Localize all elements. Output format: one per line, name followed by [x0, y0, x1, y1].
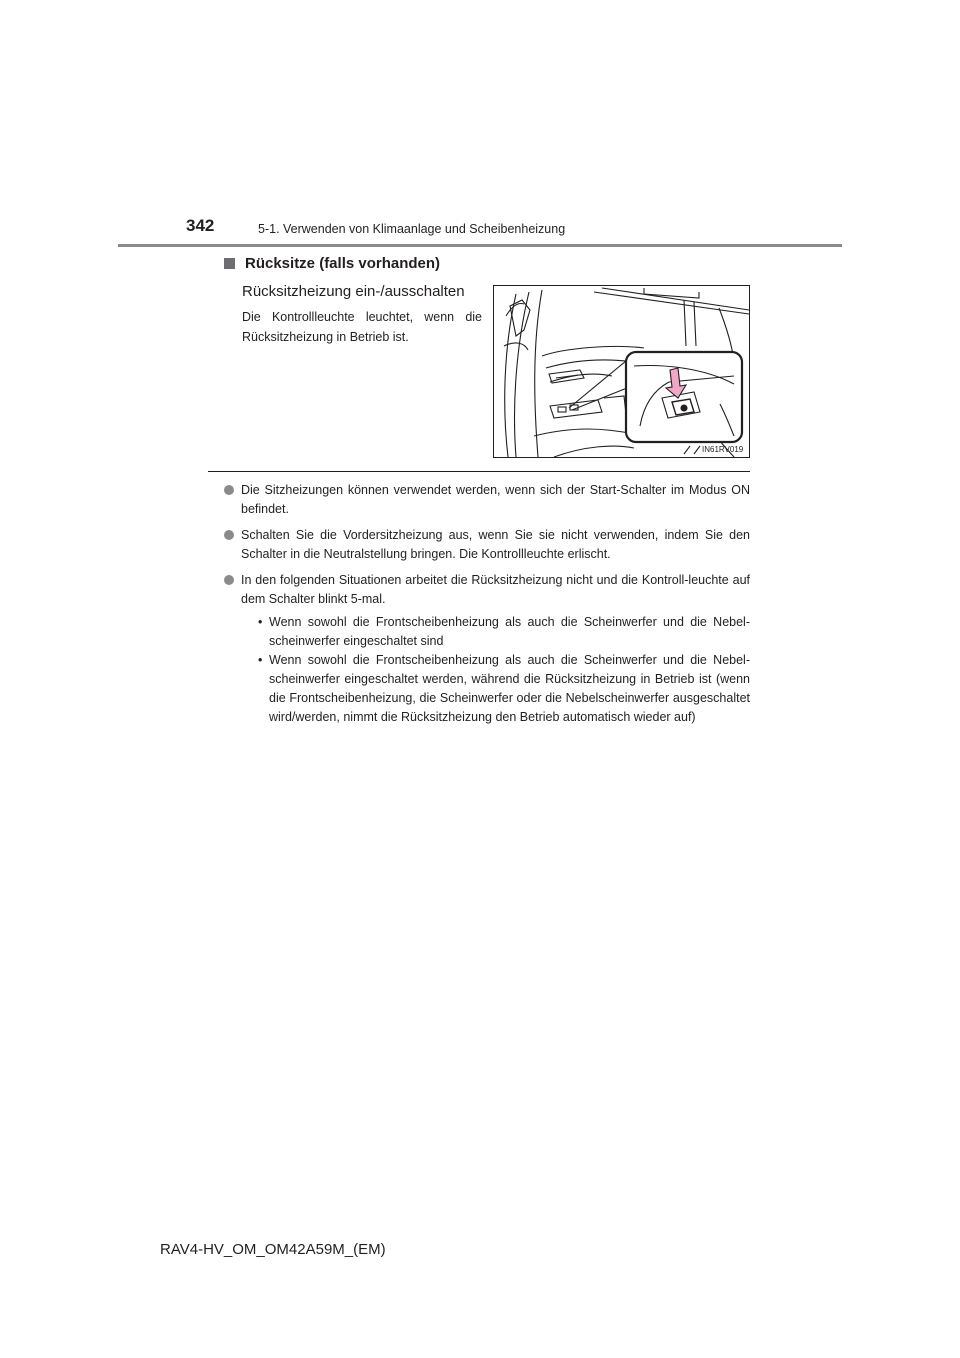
section-heading-text: Rücksitze (falls vorhanden)	[245, 255, 441, 272]
note-text: Die Sitzheizungen können verwendet werden, wenn sich der Start-Schalter im Modus ON befindet.	[241, 483, 750, 516]
note-item	[224, 571, 750, 727]
subnote-item	[241, 613, 750, 651]
page-number: 342	[186, 216, 215, 235]
circle-bullet-icon	[224, 485, 234, 495]
note-item	[224, 481, 750, 519]
dot-bullet-icon: •	[258, 653, 263, 667]
subnote-list	[241, 613, 750, 727]
subnote-item	[241, 651, 750, 727]
section-heading	[224, 255, 440, 272]
figure-code: IN61RV019	[702, 445, 744, 454]
note-item	[224, 526, 750, 564]
illustration-drawing	[494, 286, 749, 457]
item-title: Rücksitzheizung ein-/ausschalten	[242, 283, 465, 300]
notes-list	[224, 481, 750, 734]
item-description: Die Kontrollleuchte leuchtet, wenn die Rücksitzheizung in Betrieb ist.	[242, 310, 482, 344]
header-rule	[118, 244, 842, 247]
dot-bullet-icon: •	[258, 615, 263, 629]
square-bullet-icon	[224, 258, 235, 269]
subnote-text: Wenn sowohl die Frontscheibenheizung als auch die Scheinwerfer und die Nebel-scheinwerfer eingeschaltet werden, während die Rücksitzheizung in Betrieb ist (wenn die Frontscheibenheizung, die Scheinwerfer oder die Nebelscheinwerfer ausgeschaltet wird/werden, nimmt die Rücksitzheizung den Betrieb automatisch wieder auf)	[269, 653, 750, 724]
chapter-title: 5-1. Verwenden von Klimaanlage und Scheibenheizung	[258, 222, 566, 236]
note-text: Schalten Sie die Vordersitzheizung aus, wenn Sie sie nicht verwenden, indem Sie den Schalter in die Neutralstellung bringen. Die Kontrollleuchte erlischt.	[241, 528, 750, 561]
seat-heater-illustration	[493, 285, 750, 458]
note-text: In den folgenden Situationen arbeitet die Rücksitzheizung nicht und die Kontroll-leuchte auf dem Schalter blinkt 5-mal.	[241, 573, 750, 606]
circle-bullet-icon	[224, 575, 234, 585]
circle-bullet-icon	[224, 530, 234, 540]
section-divider	[208, 471, 750, 472]
subnote-text: Wenn sowohl die Frontscheibenheizung als auch die Scheinwerfer und die Nebel-scheinwerfer eingeschaltet sind	[269, 615, 750, 648]
document-id: RAV4-HV_OM_OM42A59M_(EM)	[160, 1241, 386, 1258]
